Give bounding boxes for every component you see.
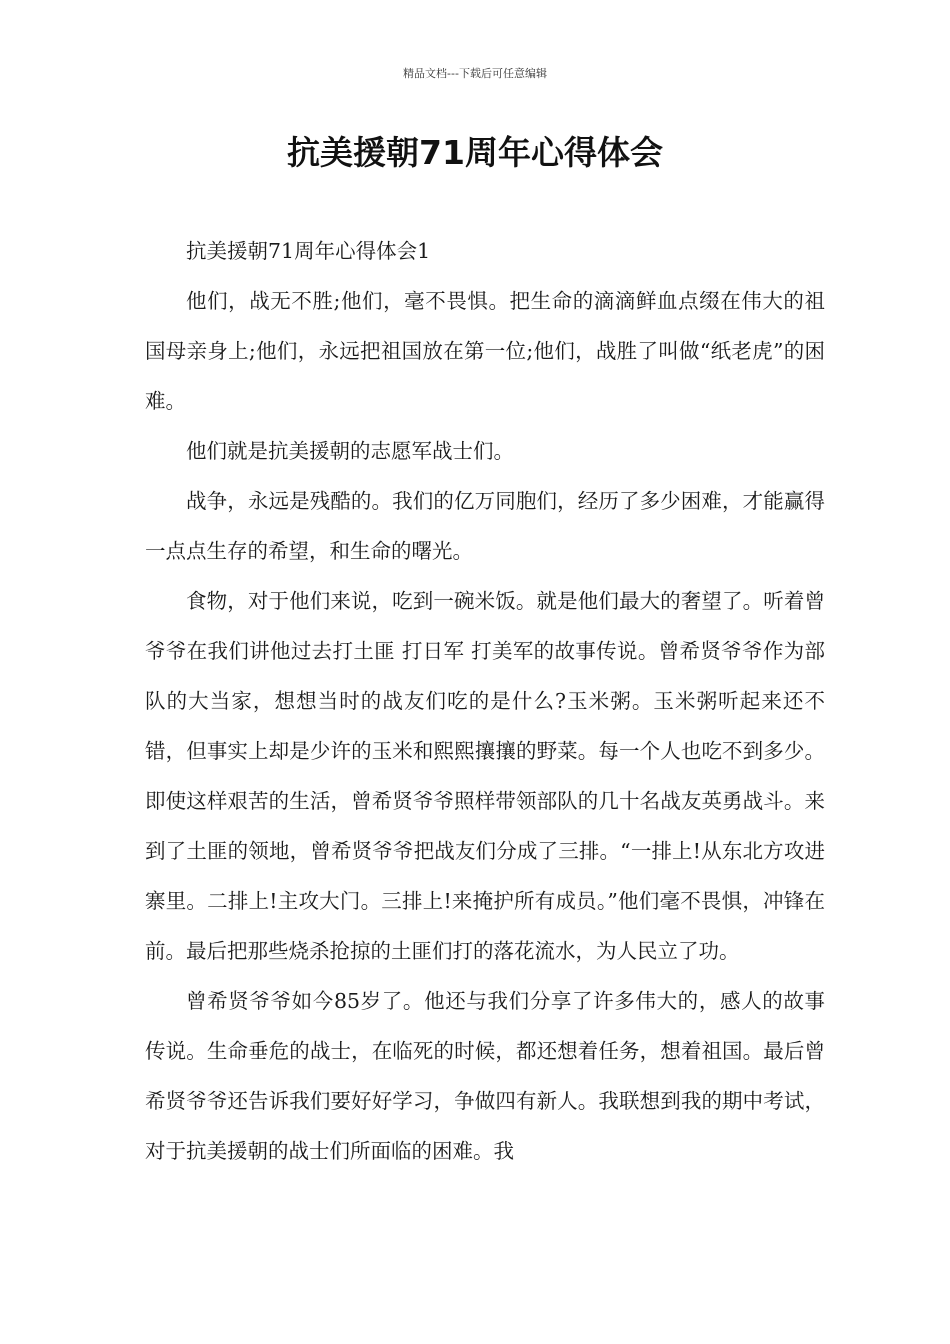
section-heading: 抗美援朝71周年心得体会1	[186, 239, 431, 263]
header-note: 精品文档---下载后可任意编辑	[403, 67, 547, 80]
paragraph: 战争，永远是残酷的。我们的亿万同胞们，经历了多少困难，才能赢得一点点生存的希望，和生命的曙光。	[145, 489, 825, 563]
paragraph: 曾希贤爷爷如今85岁了。他还与我们分享了许多伟大的，感人的故事传说。生命垂危的战士，在临死的时候，都还想着任务，想着祖国。最后曾希贤爷爷还告诉我们要好好学习，争做四有新人。我联想到我的期中考试，对于抗美援朝的战士们所面临的困难。我	[145, 989, 825, 1163]
paragraph: 他们就是抗美援朝的志愿军战士们。	[186, 439, 514, 463]
paragraph: 食物，对于他们来说，吃到一碗米饭。就是他们最大的奢望了。听着曾爷爷在我们讲他过去打土匪 打日军 打美军的故事传说。曾希贤爷爷作为部队的大当家，想想当时的战友们吃的是什么?玉米粥。玉米粥听起来还不错，但事实上却是少许的玉米和熙熙攘攘的野菜。每一个人也吃不到多少。即使这样艰苦的生活，曾希贤爷爷照样带领部队的几十名战友英勇战斗。来到了土匪的领地，曾希贤爷爷把战友们分成了三排。“一排上!从东北方攻进寨里。二排上!主攻大门。三排上!来掩护所有成员。”他们毫不畏惧，冲锋在前。最后把那些烧杀抢掠的土匪们打的落花流水，为人民立了功。	[145, 589, 825, 963]
paragraph: 他们，战无不胜;他们，毫不畏惧。把生命的滴滴鲜血点缀在伟大的祖国母亲身上;他们，永远把祖国放在第一位;他们，战胜了叫做“纸老虎”的困难。	[145, 289, 825, 413]
document-body	[145, 226, 825, 1176]
document-title: 抗美援朝71周年心得体会	[287, 133, 663, 172]
